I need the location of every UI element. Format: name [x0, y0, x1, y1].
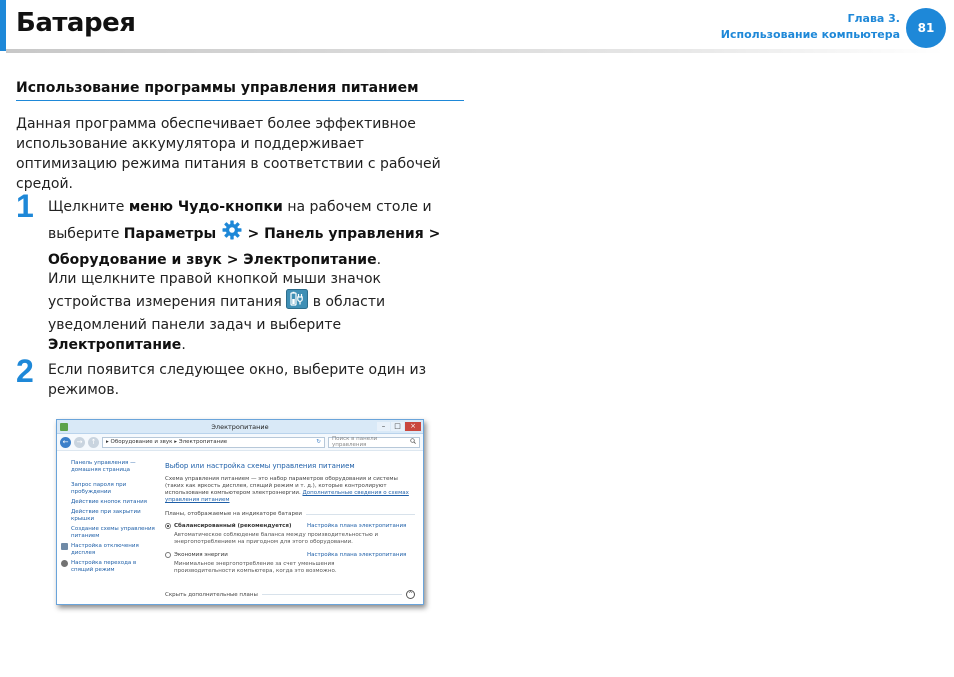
search-placeholder: Поиск в панели управления [332, 436, 378, 448]
power-plans-info-link[interactable]: Дополнительные сведения о схемах управления питанием [165, 490, 409, 503]
sidebar-link-sleep[interactable]: Настройка перехода в спящий режим [71, 560, 155, 574]
address-bar[interactable] [102, 437, 325, 448]
step-1-text: . [376, 252, 382, 268]
refresh-icon[interactable]: ↻ [316, 439, 321, 445]
window-title: Электропитание [211, 422, 269, 431]
window-controls [377, 422, 421, 431]
plan-balanced-description: Автоматическое соблюдение баланса между производительностью и энергопотреблением на пригодном для этого оборудовании. [174, 532, 379, 545]
plans-group-label [165, 511, 415, 517]
main-title: Выбор или настройка схемы управления питанием [165, 462, 355, 470]
collapse-chevron-icon[interactable]: ^ [407, 591, 414, 598]
header-divider [6, 49, 944, 53]
step-number-2: 2 [16, 353, 34, 389]
plan-power-saver-settings-link[interactable]: Настройка плана электропитания [307, 552, 407, 558]
sidebar-link-password[interactable]: Запрос пароля при пробуждении [71, 482, 127, 495]
plan-power-saver-description: Минимальное энергопотребление за счет уменьшения производительности компьютера, когда это возможно. [174, 561, 337, 574]
chapter-info [721, 11, 900, 43]
window-titlebar [57, 420, 423, 434]
chapter-name: Использование компьютера [720, 28, 900, 41]
moon-icon [61, 560, 68, 567]
power-options-term: Электропитание [48, 337, 182, 353]
main-description [165, 476, 415, 504]
plan-balanced [165, 523, 415, 546]
section-heading: Использование программы управления питанием [16, 80, 464, 101]
sidebar-link-home[interactable]: Панель управления — домашняя страница [71, 460, 136, 473]
search-icon [410, 438, 416, 446]
hide-plans-label: Скрыть дополнительные планы [165, 591, 258, 598]
battery-meter-icon [286, 289, 308, 315]
up-button[interactable]: ↑ [88, 437, 99, 448]
step-2-paragraph: Если появится следующее окно, выберите один из режимов. [48, 362, 427, 398]
step-1-alt-text: в области уведомлений панели задач и выберите [48, 294, 386, 333]
hide-additional-plans[interactable] [165, 590, 415, 599]
forward-button[interactable]: → [74, 437, 85, 448]
plan-power-saver-name[interactable]: Экономия энергии [174, 552, 228, 558]
window-sidebar [57, 452, 155, 604]
page-title: Батарея [16, 8, 136, 38]
monitor-icon [61, 543, 68, 550]
sidebar-link-create-plan[interactable]: Создание схемы управления питанием [71, 526, 155, 539]
plan-power-saver [165, 552, 415, 575]
step-1-text: Щелкните [48, 199, 129, 215]
step-1-alt-paragraph [48, 269, 468, 355]
plan-balanced-radio[interactable] [165, 523, 171, 529]
plan-balanced-name[interactable]: Сбалансированный (рекомендуется) [174, 523, 292, 529]
search-input[interactable] [328, 437, 420, 448]
maximize-button[interactable]: □ [391, 422, 404, 431]
back-button[interactable]: ← [60, 437, 71, 448]
power-options-window [56, 419, 424, 605]
group-divider [306, 514, 415, 515]
sidebar-link-lid[interactable]: Действие при закрытии крышки [71, 509, 141, 522]
step-1-alt-text: . [181, 337, 186, 353]
gear-icon [221, 219, 243, 249]
chapter-label: Глава 3. [847, 12, 900, 25]
step-1-paragraph [48, 196, 468, 272]
close-button[interactable]: × [405, 422, 421, 431]
charms-menu-term: меню Чудо-кнопки [128, 199, 283, 215]
step-1-text: на рабочем столе и выберите [48, 199, 432, 242]
intro-paragraph: Данная программа обеспечивает более эффективное использование аккумулятора и поддерживает оптимизацию режима питания в соответствии с рабочей средой. [16, 116, 441, 192]
header-accent-bar [0, 0, 6, 51]
control-panel-term: > Панель управления > [242, 226, 441, 242]
settings-term: Параметры [123, 226, 217, 242]
plan-balanced-settings-link[interactable]: Настройка плана электропитания [307, 523, 407, 529]
hide-plans-divider [262, 594, 402, 595]
step-1-alt-text: Или щелкните правой кнопкой мыши значок устройства измерения питания [48, 271, 381, 310]
plans-group-text: Планы, отображаемые на индикаторе батареи [165, 511, 302, 517]
main-description-text: Схема управления питанием — это набор параметров оборудования и системы (таких как яркость дисплея, спящий режим и т. д.), которые контролируют использование компьютером электроэнергии. [165, 476, 398, 496]
step-number-1: 1 [16, 188, 34, 224]
sidebar-link-display-off[interactable]: Настройка отключения дисплея [71, 543, 155, 557]
sidebar-link-power-buttons[interactable]: Действие кнопок питания [71, 499, 147, 505]
minimize-button[interactable]: – [377, 422, 390, 431]
address-path: ▸ Оборудование и звук ▸ Электропитание [106, 439, 228, 445]
page-number-badge: 81 [906, 8, 946, 48]
plan-power-saver-radio[interactable] [165, 552, 171, 558]
window-main-content [165, 452, 415, 604]
address-toolbar [57, 434, 423, 451]
hardware-sound-term: Оборудование и звук > Электропитание [48, 252, 377, 268]
